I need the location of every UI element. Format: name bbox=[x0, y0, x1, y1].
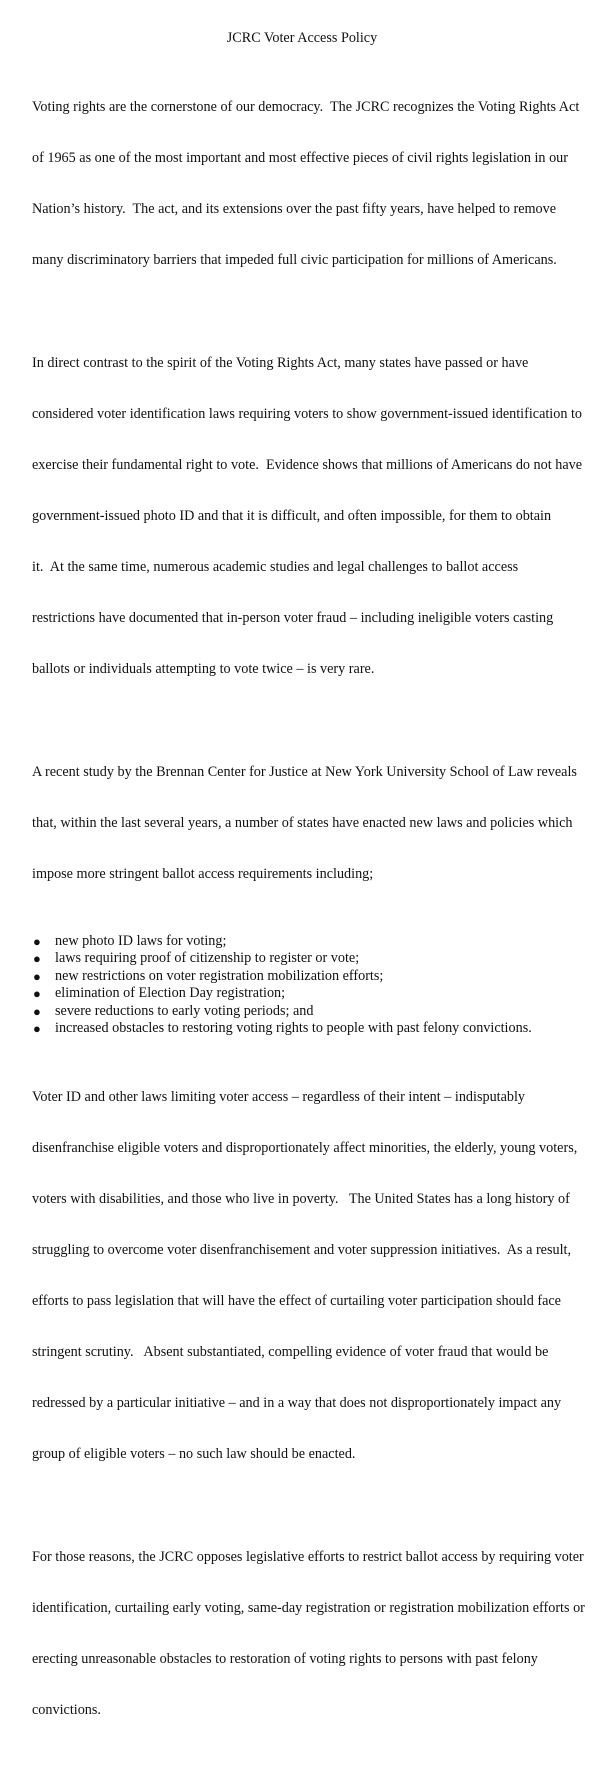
text-line: Nation’s history. The act, and its extensions over the past fifty years, have helped to remove bbox=[32, 201, 557, 217]
list-item bbox=[32, 968, 572, 985]
text-line: erecting unreasonable obstacles to restoration of voting rights to persons with past felony bbox=[32, 1651, 538, 1668]
bullet-icon: ● bbox=[33, 1003, 41, 1019]
text-line: many discriminatory barriers that impeded full civic participation for millions of Americans. bbox=[32, 252, 557, 268]
list-item-text: laws requiring proof of citizenship to register or vote; bbox=[55, 950, 360, 967]
list-item bbox=[32, 1020, 572, 1037]
text-line: struggling to overcome voter disenfranchisement and voter suppression initiatives. As a result, bbox=[32, 1242, 572, 1259]
text-line: that, within the last several years, a number of states have enacted new laws and policies which bbox=[32, 815, 573, 831]
text-line: considered voter identification laws requiring voters to show government-issued identification to bbox=[32, 406, 583, 422]
paragraph-brennan-study bbox=[32, 730, 577, 917]
paragraph-voting-rights-intro bbox=[32, 65, 580, 303]
list-item-text: new restrictions on voter registration mobilization efforts; bbox=[55, 967, 384, 984]
list-item bbox=[32, 933, 572, 950]
text-line: In direct contrast to the spirit of the Voting Rights Act, many states have passed or have bbox=[32, 355, 529, 371]
text-line: impose more stringent ballot access requirements including; bbox=[32, 866, 374, 882]
text-line: restrictions have documented that in-person voter fraud – including ineligible voters casting bbox=[32, 610, 554, 626]
bullet-icon: ● bbox=[33, 934, 41, 949]
list-item-text: severe reductions to early voting periods; and bbox=[55, 1002, 314, 1019]
paragraph-disenfranchisement bbox=[32, 1055, 578, 1497]
bullet-icon: ● bbox=[33, 968, 41, 984]
bullet-icon: ● bbox=[33, 951, 41, 967]
text-line: disenfranchise eligible voters and disproportionately affect minorities, the elderly, young voters, bbox=[32, 1140, 578, 1157]
text-line: stringent scrutiny. Absent substantiated, compelling evidence of voter fraud that would be bbox=[32, 1344, 549, 1361]
list-item-text: new photo ID laws for voting; bbox=[55, 933, 227, 949]
restrictions-bullet-list bbox=[32, 933, 572, 1037]
list-item-text: increased obstacles to restoring voting rights to people with past felony convictions. bbox=[55, 1020, 532, 1037]
text-line: it. At the same time, numerous academic studies and legal challenges to ballot access bbox=[32, 559, 519, 575]
text-line: For those reasons, the JCRC opposes legislative efforts to restrict ballot access by requiring voter bbox=[32, 1549, 584, 1566]
text-line: identification, curtailing early voting, same-day registration or registration mobilization efforts or bbox=[32, 1600, 585, 1617]
text-line: group of eligible voters – no such law should be enacted. bbox=[32, 1446, 356, 1463]
document-page bbox=[32, 30, 585, 1771]
text-line: efforts to pass legislation that will have the effect of curtailing voter participation should face bbox=[32, 1293, 561, 1310]
list-item bbox=[32, 1003, 572, 1020]
text-line: A recent study by the Brennan Center for Justice at New York University School of Law reveals bbox=[32, 764, 577, 780]
text-line: ballots or individuals attempting to vote twice – is very rare. bbox=[32, 661, 375, 677]
paragraph-voter-id-laws bbox=[32, 321, 583, 712]
document-title: JCRC Voter Access Policy bbox=[226, 30, 378, 46]
text-line: Voting rights are the cornerstone of our democracy. The JCRC recognizes the Voting Rights Act bbox=[32, 99, 580, 115]
list-item bbox=[32, 950, 572, 967]
list-item-text: elimination of Election Day registration; bbox=[55, 985, 286, 1002]
text-line: government-issued photo ID and that it is difficult, and often impossible, for them to obtain bbox=[32, 508, 552, 524]
text-line: of 1965 as one of the most important and most effective pieces of civil rights legislation in our bbox=[32, 150, 568, 166]
text-line: convictions. bbox=[32, 1702, 101, 1719]
text-line: exercise their fundamental right to vote. Evidence shows that millions of Americans do not have bbox=[32, 457, 583, 473]
paragraph-jcrc-position bbox=[32, 1515, 585, 1753]
text-line: voters with disabilities, and those who live in poverty. The United States has a long history of bbox=[32, 1191, 570, 1208]
bullet-icon: ● bbox=[33, 986, 41, 1002]
text-line: redressed by a particular initiative – and in a way that does not disproportionately impact any bbox=[32, 1395, 562, 1412]
bullet-icon: ● bbox=[33, 1021, 41, 1037]
text-line: Voter ID and other laws limiting voter access – regardless of their intent – indisputably bbox=[32, 1089, 526, 1106]
list-item bbox=[32, 985, 572, 1002]
